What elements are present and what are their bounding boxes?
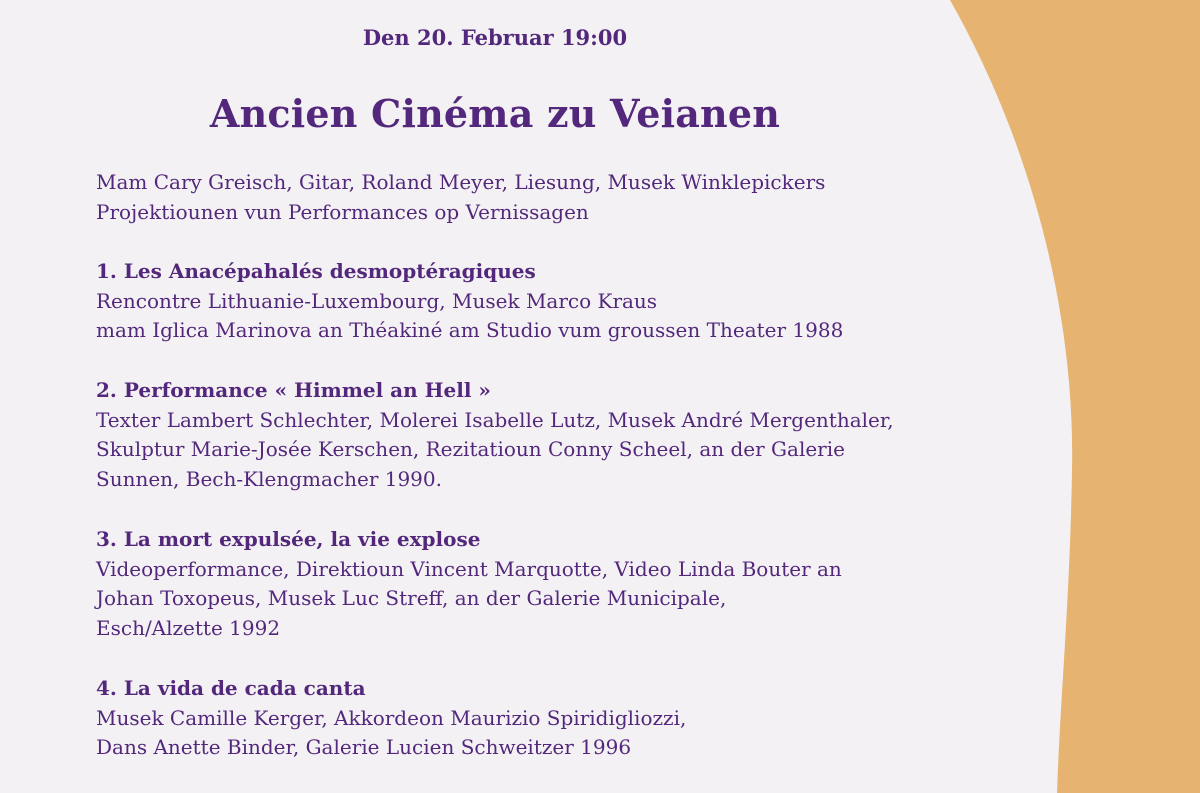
program-item-1	[96, 257, 936, 346]
program-item-line: Skulptur Marie-Josée Kerschen, Rezitatioun Conny Scheel, an der Galerie	[96, 437, 845, 461]
program-item-line: Johan Toxopeus, Musek Luc Streff, an der Galerie Municipale,	[96, 586, 727, 610]
program-item-line: Sunnen, Bech-Klengmacher 1990.	[96, 466, 442, 491]
intro-block	[96, 168, 936, 227]
intro-line: Projektiounen vun Performances op Vernissagen	[96, 199, 589, 224]
program-item-line: Texter Lambert Schlechter, Molerei Isabelle Lutz, Musek André Mergenthaler,	[96, 407, 894, 432]
program-item-4	[96, 674, 936, 763]
program-item-3	[96, 525, 936, 643]
program-item-heading: 4. La vida de cada canta	[96, 676, 366, 700]
program-item-line: Videoperformance, Direktioun Vincent Marquotte, Video Linda Bouter an	[96, 556, 842, 581]
program-item-line: Esch/Alzette 1992	[96, 615, 281, 640]
intro-line: Mam Cary Greisch, Gitar, Roland Meyer, Liesung, Musek Winklepickers	[96, 170, 826, 194]
program-item-2	[96, 376, 936, 494]
program-item-heading: 3. La mort expulsée, la vie explose	[96, 527, 481, 551]
event-date: Den 20. Februar 19:00	[362, 25, 628, 50]
event-title: Ancien Cinéma zu Veianen	[209, 91, 781, 136]
program-item-heading: 2. Performance « Himmel an Hell »	[96, 378, 491, 402]
program-item-line: Dans Anette Binder, Galerie Lucien Schweitzer 1996	[96, 735, 632, 759]
program-item-line: mam Iglica Marinova an Théakiné am Studio vum groussen Theater 1988	[96, 318, 844, 342]
program-item-line: Rencontre Lithuanie-Luxembourg, Musek Marco Kraus	[96, 288, 658, 313]
program-item-line: Musek Camille Kerger, Akkordeon Maurizio Spiridigliozzi,	[96, 705, 687, 730]
program-item-heading: 1. Les Anacépahalés desmoptéragiques	[96, 259, 536, 283]
